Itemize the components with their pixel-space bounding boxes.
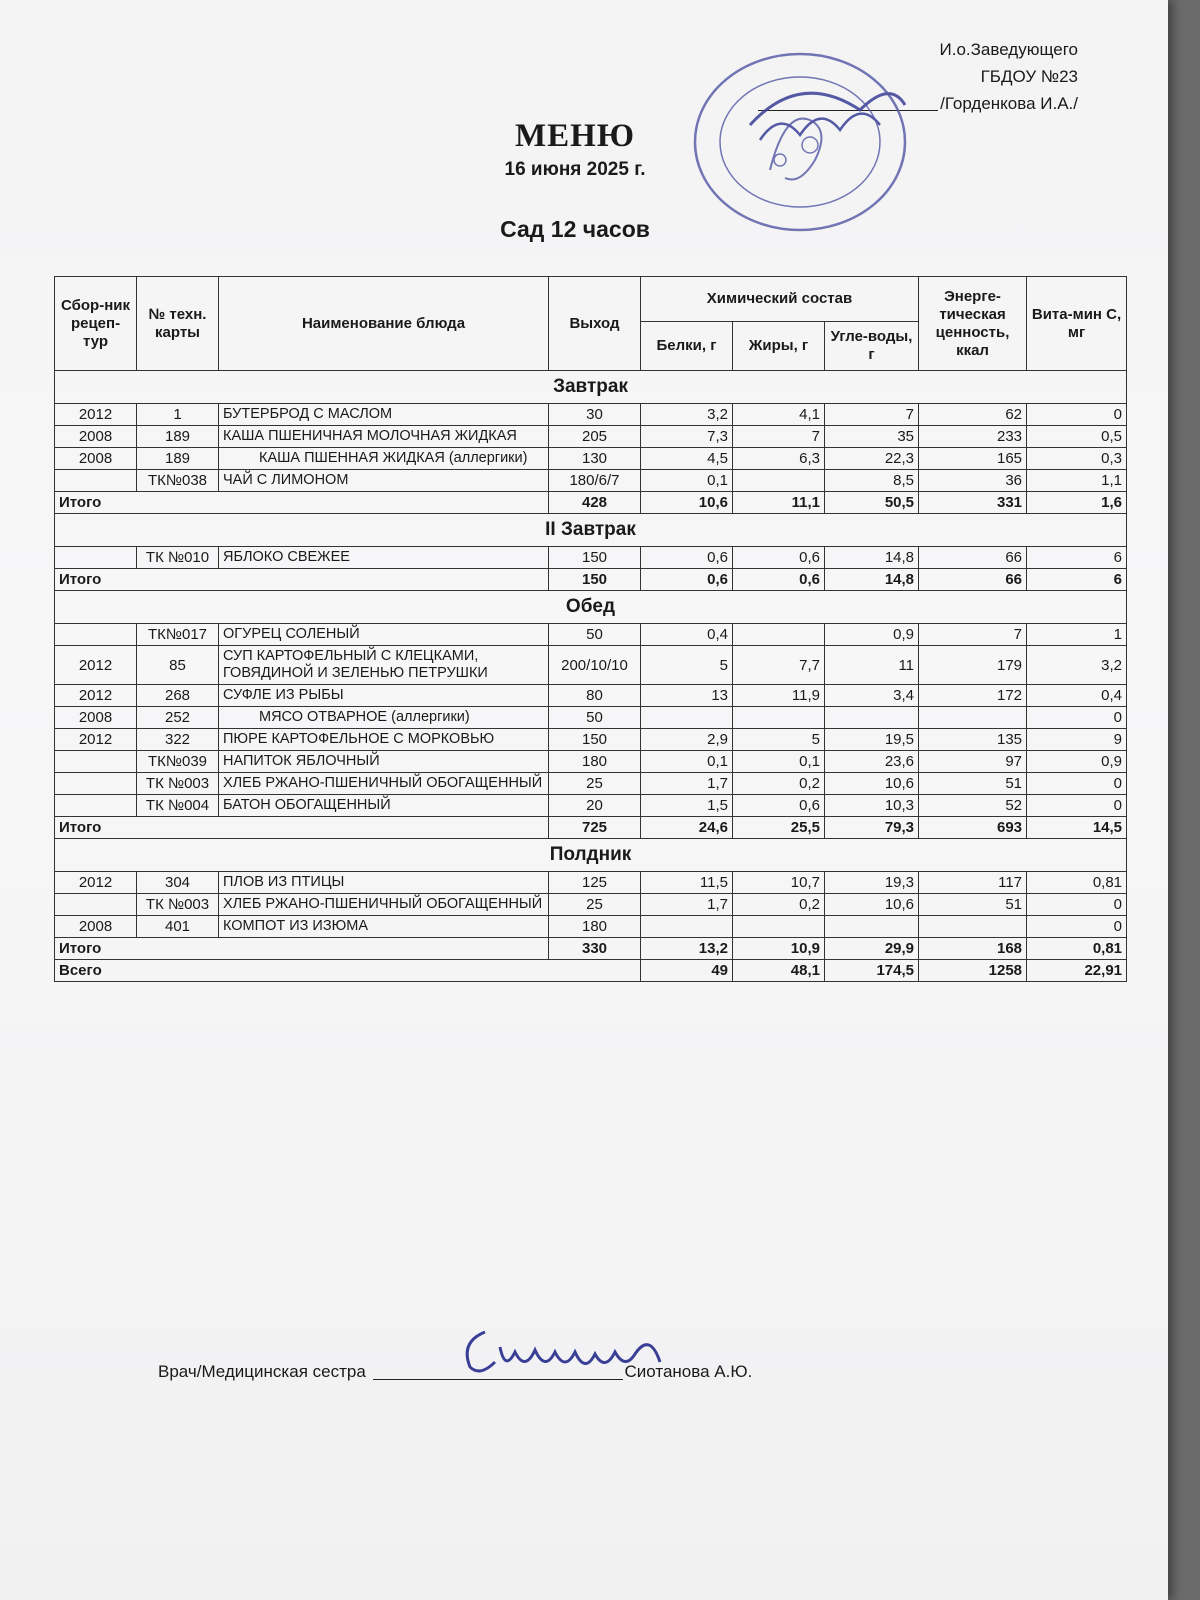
cell-name: ЯБЛОКО СВЕЖЕЕ (219, 547, 549, 569)
cell-v: 3,2 (1027, 646, 1127, 685)
cell-f (733, 624, 825, 646)
cell-col (55, 773, 137, 795)
cell-out: 50 (549, 624, 641, 646)
cell-col (55, 470, 137, 492)
cell-v: 0,9 (1027, 751, 1127, 773)
col-vitamin-c: Вита-мин С, мг (1027, 277, 1127, 371)
total-label: Итого (55, 492, 549, 514)
cell-c: 11 (825, 646, 919, 685)
menu-table (54, 276, 1127, 982)
cell-name: ХЛЕБ РЖАНО-ПШЕНИЧНЫЙ ОБОГАЩЕННЫЙ (219, 773, 549, 795)
total-label: Итого (55, 569, 549, 591)
cell-v: 0,5 (1027, 426, 1127, 448)
cell-out: 20 (549, 795, 641, 817)
col-chemical: Химический состав (641, 277, 919, 322)
cell-name: ХЛЕБ РЖАНО-ПШЕНИЧНЫЙ ОБОГАЩЕННЫЙ (219, 894, 549, 916)
table-row (55, 795, 1127, 817)
total-row (55, 817, 1127, 839)
cell-p: 0,4 (641, 624, 733, 646)
section-header-row (55, 371, 1127, 404)
cell-c: 14,8 (825, 547, 919, 569)
cell-tech: 189 (137, 448, 219, 470)
section-header-row (55, 839, 1127, 872)
total-p: 0,6 (641, 569, 733, 591)
cell-c: 10,3 (825, 795, 919, 817)
cell-out: 180 (549, 751, 641, 773)
table-row (55, 547, 1127, 569)
cell-tech: ТК №003 (137, 894, 219, 916)
cell-f: 0,2 (733, 773, 825, 795)
cell-out: 180 (549, 916, 641, 938)
cell-c: 8,5 (825, 470, 919, 492)
cell-e: 51 (919, 773, 1027, 795)
cell-tech: 322 (137, 729, 219, 751)
table-row (55, 729, 1127, 751)
cell-e: 172 (919, 685, 1027, 707)
table-row (55, 448, 1127, 470)
cell-p: 0,1 (641, 751, 733, 773)
cell-out: 150 (549, 547, 641, 569)
cell-v: 9 (1027, 729, 1127, 751)
cell-tech: ТК №004 (137, 795, 219, 817)
approval-position: И.о.Заведующего (939, 40, 1078, 59)
cell-c: 19,5 (825, 729, 919, 751)
cell-c: 35 (825, 426, 919, 448)
header-row (55, 277, 1127, 322)
cell-e: 233 (919, 426, 1027, 448)
cell-e: 117 (919, 872, 1027, 894)
cell-col: 2008 (55, 426, 137, 448)
col-collection: Сбор-ник рецеп-тур (55, 277, 137, 371)
cell-name: НАПИТОК ЯБЛОЧНЫЙ (219, 751, 549, 773)
cell-name: ПЛОВ ИЗ ПТИЦЫ (219, 872, 549, 894)
total-c: 79,3 (825, 817, 919, 839)
page-title: МЕНЮ (515, 118, 635, 154)
cell-name: БУТЕРБРОД С МАСЛОМ (219, 404, 549, 426)
cell-col (55, 894, 137, 916)
cell-name: БАТОН ОБОГАЩЕННЫЙ (219, 795, 549, 817)
section-header-row (55, 591, 1127, 624)
cell-tech: 1 (137, 404, 219, 426)
cell-name: ОГУРЕЦ СОЛЕНЫЙ (219, 624, 549, 646)
cell-p: 13 (641, 685, 733, 707)
col-tech-card: № техн. карты (137, 277, 219, 371)
cell-e: 135 (919, 729, 1027, 751)
total-c: 50,5 (825, 492, 919, 514)
col-protein: Белки, г (641, 322, 733, 371)
cell-tech: ТК№017 (137, 624, 219, 646)
cell-p: 5 (641, 646, 733, 685)
col-carbs: Угле-воды, г (825, 322, 919, 371)
cell-name: КОМПОТ ИЗ ИЗЮМА (219, 916, 549, 938)
cell-p: 1,7 (641, 773, 733, 795)
cell-tech: 268 (137, 685, 219, 707)
total-f: 25,5 (733, 817, 825, 839)
cell-col: 2008 (55, 916, 137, 938)
total-e: 331 (919, 492, 1027, 514)
total-e: 66 (919, 569, 1027, 591)
cell-c: 0,9 (825, 624, 919, 646)
total-v: 14,5 (1027, 817, 1127, 839)
cell-f: 11,9 (733, 685, 825, 707)
cell-v: 6 (1027, 547, 1127, 569)
cell-name: МЯСО ОТВАРНОЕ (аллергики) (219, 707, 549, 729)
cell-f: 0,1 (733, 751, 825, 773)
total-out: 150 (549, 569, 641, 591)
section-title: II Завтрак (55, 514, 1127, 547)
cell-out: 150 (549, 729, 641, 751)
table-row (55, 470, 1127, 492)
cell-out: 130 (549, 448, 641, 470)
total-p: 24,6 (641, 817, 733, 839)
cell-f: 7 (733, 426, 825, 448)
section-title: Полдник (55, 839, 1127, 872)
cell-e: 97 (919, 751, 1027, 773)
cell-col (55, 795, 137, 817)
cell-f: 4,1 (733, 404, 825, 426)
cell-e: 7 (919, 624, 1027, 646)
footer-role: Врач/Медицинская сестра (158, 1362, 366, 1381)
total-row (55, 569, 1127, 591)
menu-body (55, 371, 1127, 982)
table-row (55, 872, 1127, 894)
table-row (55, 404, 1127, 426)
col-fat: Жиры, г (733, 322, 825, 371)
cell-p: 7,3 (641, 426, 733, 448)
col-energy: Энерге-тическая ценность, ккал (919, 277, 1027, 371)
cell-out: 50 (549, 707, 641, 729)
section-header-row (55, 514, 1127, 547)
cell-tech: ТК№039 (137, 751, 219, 773)
cell-tech: 304 (137, 872, 219, 894)
cell-out: 125 (549, 872, 641, 894)
cell-tech: 252 (137, 707, 219, 729)
cell-v: 1,1 (1027, 470, 1127, 492)
cell-out: 205 (549, 426, 641, 448)
cell-col: 2012 (55, 404, 137, 426)
grand-total-p: 49 (641, 960, 733, 982)
section-title: Обед (55, 591, 1127, 624)
grand-total-f: 48,1 (733, 960, 825, 982)
cell-c: 10,6 (825, 894, 919, 916)
table-row (55, 685, 1127, 707)
approval-name: /Горденкова И.А./ (940, 94, 1078, 113)
table-row (55, 773, 1127, 795)
cell-col: 2012 (55, 685, 137, 707)
cell-name: СУП КАРТОФЕЛЬНЫЙ С КЛЕЦКАМИ, ГОВЯДИНОЙ И ЗЕЛЕНЬЮ ПЕТРУШКИ (219, 646, 549, 685)
cell-v: 0 (1027, 795, 1127, 817)
cell-p: 1,7 (641, 894, 733, 916)
cell-f: 0,6 (733, 547, 825, 569)
cell-tech: ТК №003 (137, 773, 219, 795)
grand-total-row (55, 960, 1127, 982)
cell-out: 30 (549, 404, 641, 426)
table-row (55, 751, 1127, 773)
cell-f: 7,7 (733, 646, 825, 685)
grand-total-e: 1258 (919, 960, 1027, 982)
cell-v: 0 (1027, 707, 1127, 729)
cell-c: 23,6 (825, 751, 919, 773)
cell-f (733, 470, 825, 492)
cell-tech: 401 (137, 916, 219, 938)
total-f: 0,6 (733, 569, 825, 591)
total-label: Итого (55, 817, 549, 839)
cell-e (919, 916, 1027, 938)
cell-e: 66 (919, 547, 1027, 569)
cell-col: 2012 (55, 646, 137, 685)
cell-c (825, 916, 919, 938)
total-label: Итого (55, 938, 549, 960)
cell-name: КАША ПШЕНИЧНАЯ МОЛОЧНАЯ ЖИДКАЯ (219, 426, 549, 448)
total-row (55, 492, 1127, 514)
total-out: 428 (549, 492, 641, 514)
menu-date: 16 июня 2025 г. (504, 159, 646, 180)
cell-col (55, 751, 137, 773)
grand-total-c: 174,5 (825, 960, 919, 982)
cell-c: 19,3 (825, 872, 919, 894)
menu-subtitle: Сад 12 часов (500, 216, 650, 242)
total-c: 14,8 (825, 569, 919, 591)
cell-p: 2,9 (641, 729, 733, 751)
cell-tech: 85 (137, 646, 219, 685)
table-row (55, 426, 1127, 448)
total-v: 6 (1027, 569, 1127, 591)
cell-name: ПЮРЕ КАРТОФЕЛЬНОЕ С МОРКОВЬЮ (219, 729, 549, 751)
cell-tech: ТК№038 (137, 470, 219, 492)
total-p: 10,6 (641, 492, 733, 514)
cell-col (55, 547, 137, 569)
cell-p: 4,5 (641, 448, 733, 470)
cell-name: ЧАЙ С ЛИМОНОМ (219, 470, 549, 492)
cell-p (641, 916, 733, 938)
cell-f (733, 707, 825, 729)
total-f: 11,1 (733, 492, 825, 514)
cell-v: 0 (1027, 404, 1127, 426)
cell-e: 52 (919, 795, 1027, 817)
cell-p: 0,1 (641, 470, 733, 492)
cell-v: 0,3 (1027, 448, 1127, 470)
cell-col: 2008 (55, 707, 137, 729)
total-v: 1,6 (1027, 492, 1127, 514)
cell-p (641, 707, 733, 729)
cell-c: 3,4 (825, 685, 919, 707)
grand-total-v: 22,91 (1027, 960, 1127, 982)
cell-c: 10,6 (825, 773, 919, 795)
section-title: Завтрак (55, 371, 1127, 404)
cell-v: 0,81 (1027, 872, 1127, 894)
cell-v: 0,4 (1027, 685, 1127, 707)
table-row (55, 646, 1127, 685)
cell-f: 0,2 (733, 894, 825, 916)
cell-f: 10,7 (733, 872, 825, 894)
total-row (55, 938, 1127, 960)
approval-organization: ГБДОУ №23 (980, 67, 1078, 86)
cell-p: 0,6 (641, 547, 733, 569)
table-row (55, 894, 1127, 916)
handwritten-signature (455, 1312, 685, 1382)
table-row (55, 624, 1127, 646)
cell-c (825, 707, 919, 729)
table-row (55, 916, 1127, 938)
col-output: Выход (549, 277, 641, 371)
total-p: 13,2 (641, 938, 733, 960)
cell-col: 2012 (55, 729, 137, 751)
col-dish-name: Наименование блюда (219, 277, 549, 371)
table-row (55, 707, 1127, 729)
cell-e (919, 707, 1027, 729)
total-c: 29,9 (825, 938, 919, 960)
footer-name: Сиотанова А.Ю. (624, 1362, 753, 1381)
grand-total-label: Всего (55, 960, 641, 982)
cell-v: 0 (1027, 773, 1127, 795)
cell-p: 11,5 (641, 872, 733, 894)
cell-f (733, 916, 825, 938)
cell-e: 36 (919, 470, 1027, 492)
cell-e: 51 (919, 894, 1027, 916)
cell-c: 22,3 (825, 448, 919, 470)
total-out: 725 (549, 817, 641, 839)
cell-name: КАША ПШЕННАЯ ЖИДКАЯ (аллергики) (219, 448, 549, 470)
cell-col (55, 624, 137, 646)
cell-col: 2012 (55, 872, 137, 894)
cell-e: 62 (919, 404, 1027, 426)
total-out: 330 (549, 938, 641, 960)
cell-f: 5 (733, 729, 825, 751)
cell-v: 1 (1027, 624, 1127, 646)
total-e: 168 (919, 938, 1027, 960)
cell-out: 200/10/10 (549, 646, 641, 685)
cell-tech: ТК №010 (137, 547, 219, 569)
cell-out: 25 (549, 894, 641, 916)
cell-out: 180/6/7 (549, 470, 641, 492)
cell-f: 0,6 (733, 795, 825, 817)
total-v: 0,81 (1027, 938, 1127, 960)
cell-e: 165 (919, 448, 1027, 470)
cell-tech: 189 (137, 426, 219, 448)
cell-p: 1,5 (641, 795, 733, 817)
cell-out: 25 (549, 773, 641, 795)
cell-out: 80 (549, 685, 641, 707)
cell-col: 2008 (55, 448, 137, 470)
cell-v: 0 (1027, 916, 1127, 938)
cell-c: 7 (825, 404, 919, 426)
cell-f: 6,3 (733, 448, 825, 470)
total-f: 10,9 (733, 938, 825, 960)
cell-name: СУФЛЕ ИЗ РЫБЫ (219, 685, 549, 707)
cell-e: 179 (919, 646, 1027, 685)
cell-v: 0 (1027, 894, 1127, 916)
cell-p: 3,2 (641, 404, 733, 426)
total-e: 693 (919, 817, 1027, 839)
